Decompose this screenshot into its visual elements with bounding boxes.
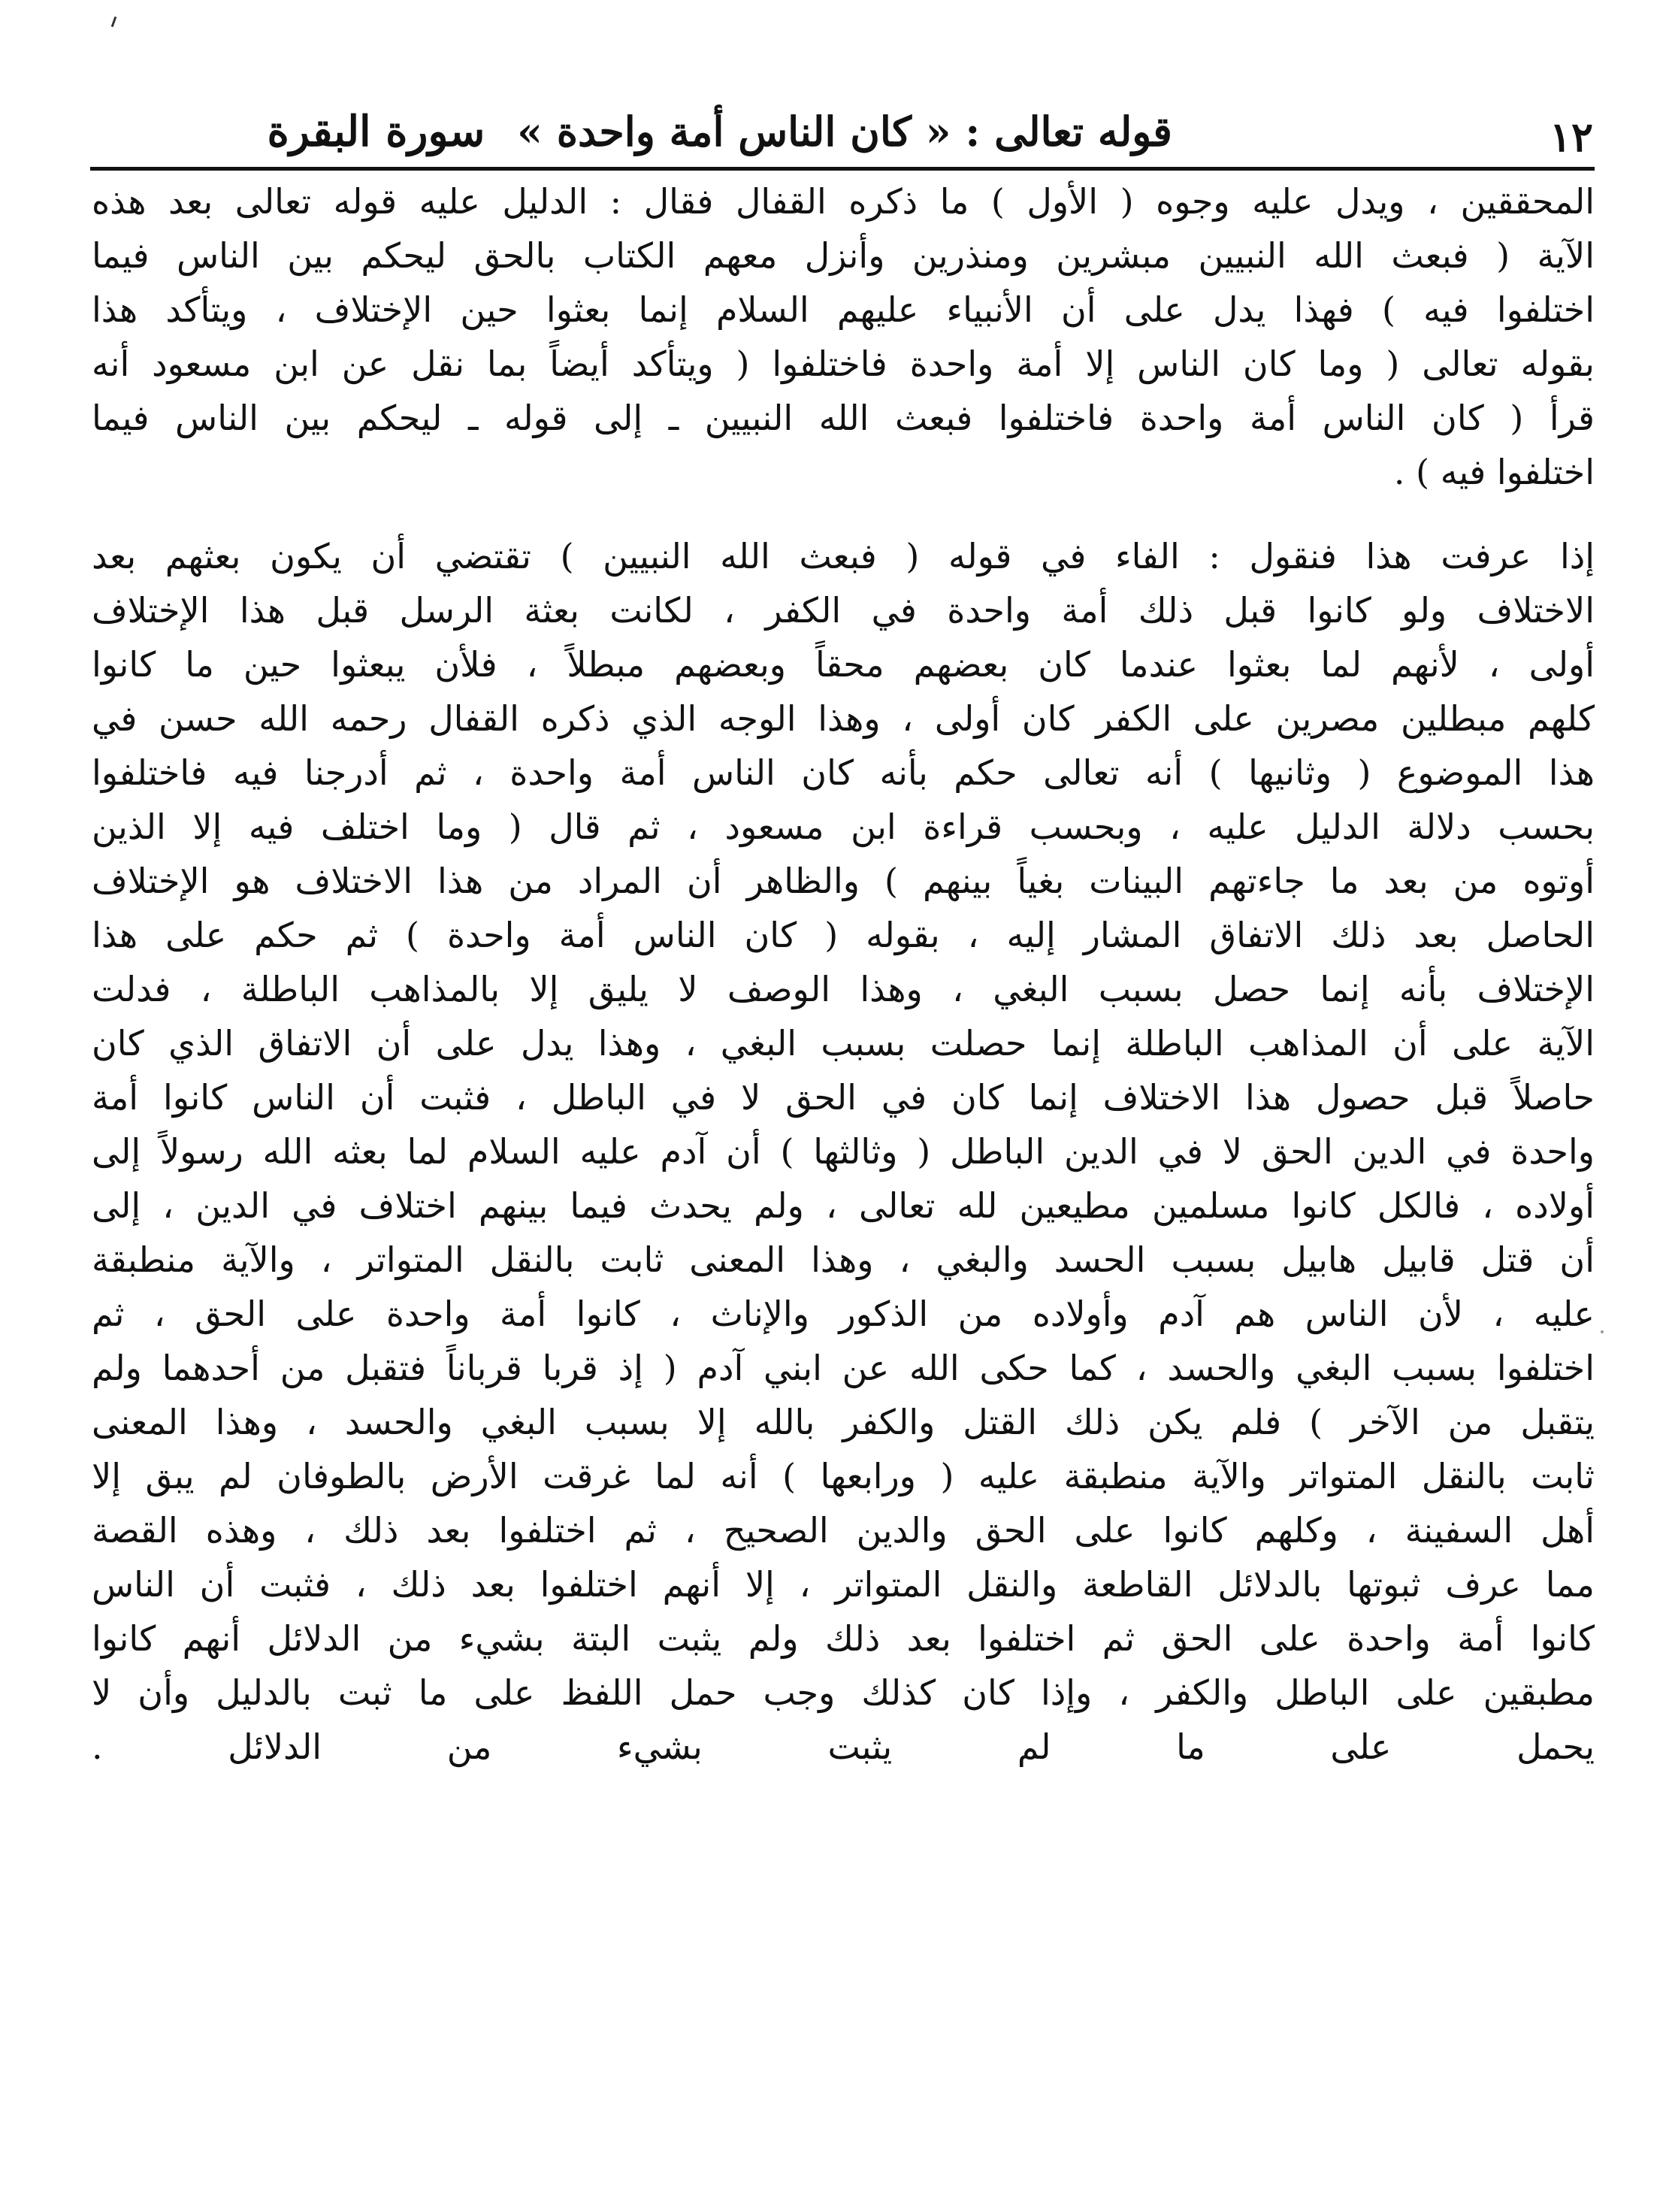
paragraph-1 [92, 174, 1595, 499]
paragraph-gap [92, 499, 1595, 529]
text-line: بحسب دلالة الدليل عليه ، وبحسب قراءة ابن مسعود ، ثم قال ( وما اختلف فيه إلا الذين [92, 806, 1595, 847]
text-line [92, 2099, 1595, 2153]
text-line: كلهم مبطلين مصرين على الكفر كان أولى ، وهذا الوجه الذي ذكره القفال رحمه الله حسن في [92, 698, 1595, 739]
text-line [92, 1936, 1595, 1990]
text-line: يتقبل من الآخر ) فلم يكن ذلك القتل والكفر بالله إلا بسبب البغي والحسد ، وهذا المعنى [92, 1402, 1595, 1442]
text-line: أولاده ، فالكل كانوا مسلمين مطيعين لله تعالى ، ولم يحدث فيما بينهم اختلاف في الدين ، إلى [92, 1185, 1595, 1226]
scan-speck [111, 17, 117, 27]
running-title-text: قوله تعالى : « كان الناس أمة واحدة » [517, 107, 1172, 156]
text-line: واحدة في الدين الحق لا في الدين الباطل ( وثالثها ) أن آدم عليه السلام لما بعثه الله رسولاً إلى [92, 1131, 1595, 1172]
text-line: هذا الموضوع ( وثانيها ) أنه تعالى حكم بأنه كان الناس أمة واحدة ، ثم أدرجنا فيه فاختلفوا [92, 752, 1595, 793]
text-line: الإختلاف بأنه إنما حصل بسبب البغي ، وهذا الوصف لا يليق إلا بالمذاهب الباطلة ، فدلت [92, 969, 1595, 1009]
text-line [92, 2044, 1595, 2099]
paragraph-2 [92, 529, 1595, 2153]
header-rule [90, 167, 1595, 171]
surah-name: سورة البقرة [267, 107, 485, 156]
text-line: المحققين ، ويدل عليه وجوه ( الأول ) ما ذكره القفال فقال : الدليل عليه قوله تعالى بعد هذه [92, 181, 1595, 222]
text-line: الحاصل بعد ذلك الاتفاق المشار إليه ، بقوله ( كان الناس أمة واحدة ) ثم حكم على هذا [92, 915, 1595, 955]
text-line [92, 1774, 1595, 1828]
text-line: اختلفوا فيه ) . [1393, 452, 1595, 492]
text-line [92, 1990, 1595, 2044]
text-line: إذا عرفت هذا فنقول : الفاء في قوله ( فبعث الله النبيين ) تقتضي أن يكون بعثهم بعد [92, 536, 1595, 576]
text-line: الآية على أن المذاهب الباطلة إنما حصلت بسبب البغي ، وهذا يدل على أن الاتفاق الذي كان [92, 1023, 1595, 1064]
text-line: الآية ( فبعث الله النبيين مبشرين ومنذرين وأنزل معهم الكتاب بالحق ليحكم بين الناس فيما [92, 235, 1595, 276]
running-title [268, 107, 1173, 156]
text-line: أن قتل قابيل هابيل بسبب الحسد والبغي ، وهذا المعنى ثابت بالنقل المتواتر ، والآية منطبقة [92, 1239, 1595, 1280]
text-line: اختلفوا بسبب البغي والحسد ، كما حكى الله عن ابني آدم ( إذ قربا قرباناً فتقبل من أحدهما ولم [92, 1348, 1595, 1388]
text-line: ثابت بالنقل المتواتر والآية منطبقة عليه ( ورابعها ) أنه لما غرقت الأرض بالطوفان لم يبق إلا [92, 1456, 1595, 1496]
text-line: أهل السفينة ، وكلهم كانوا على الحق والدين الصحيح ، ثم اختلفوا بعد ذلك ، وهذه القصة [92, 1510, 1595, 1551]
text-line: أولى ، لأنهم لما بعثوا عندما كان بعضهم محقاً وبعضهم مبطلاً ، فلأن يبعثوا حين ما كانوا [92, 644, 1595, 685]
page-number: ١٢ [1549, 113, 1593, 161]
text-line: قرأ ( كان الناس أمة واحدة فاختلفوا فبعث الله النبيين ـ إلى قوله ـ ليحكم بين الناس فيما [92, 398, 1595, 438]
scan-speck [1601, 1330, 1604, 1333]
body-text [92, 174, 1595, 2153]
text-line: بقوله تعالى ( وما كان الناس إلا أمة واحدة فاختلفوا ( ويتأكد أيضاً بما نقل عن ابن مسعود أنه [92, 343, 1595, 384]
text-line: الاختلاف ولو كانوا قبل ذلك أمة واحدة في الكفر ، لكانت بعثة الرسل قبل هذا الإختلاف [92, 590, 1595, 631]
text-line: اختلفوا فيه ) فهذا يدل على أن الأنبياء عليهم السلام إنما بعثوا حين الإختلاف ، ويتأكد هذا [92, 289, 1595, 330]
text-line [92, 1882, 1595, 1936]
page-header [90, 96, 1593, 171]
text-line: مطبقين على الباطل والكفر ، وإذا كان كذلك وجب حمل اللفظ على ما ثبت بالدليل وأن لا [92, 1672, 1595, 1713]
text-line [92, 1828, 1595, 1882]
text-line: حاصلاً قبل حصول هذا الاختلاف إنما كان في الحق لا في الباطل ، فثبت أن الناس كانوا أمة [92, 1077, 1595, 1118]
text-line: عليه ، لأن الناس هم آدم وأولاده من الذكور والإناث ، كانوا أمة واحدة على الحق ، ثم [92, 1294, 1595, 1334]
text-line: كانوا أمة واحدة على الحق ثم اختلفوا بعد ذلك ولم يثبت البتة بشيء من الدلائل أنهم كانوا [92, 1618, 1595, 1659]
text-line: أوتوه من بعد ما جاءتهم البينات بغياً بينهم ) والظاهر أن المراد من هذا الاختلاف هو الإختلاف [92, 861, 1595, 901]
text-line: يحمل على ما لم يثبت بشيء من الدلائل . [92, 1726, 1595, 1767]
text-line: مما عرف ثبوتها بالدلائل القاطعة والنقل المتواتر ، إلا أنهم اختلفوا بعد ذلك ، فثبت أن الناس [92, 1564, 1595, 1605]
